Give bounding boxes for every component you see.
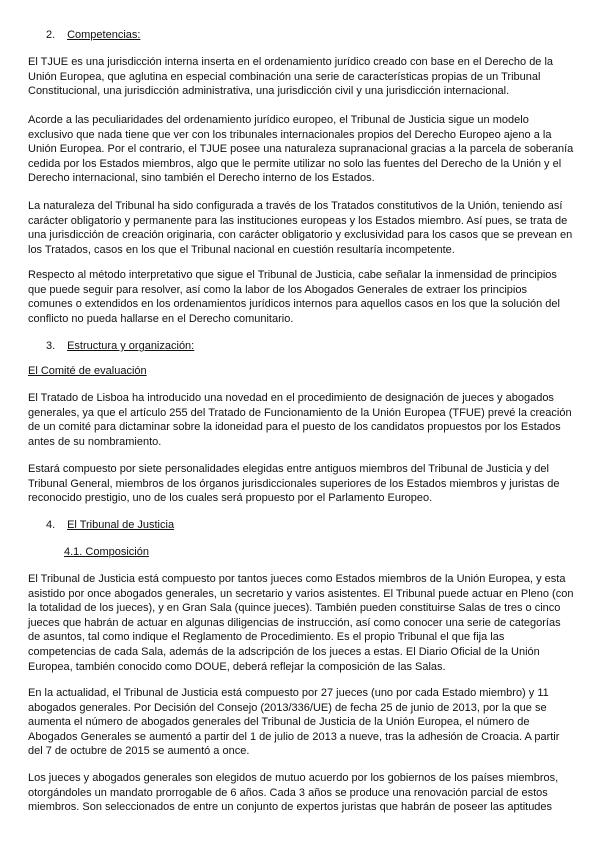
paragraph: Respecto al método interpretativo que sigue el Tribunal de Justicia, cabe señalar la inmensidad de principios que puede seguir para resolver, así como la labor de los Abogados Generales de extraer los principios comunes o extendidos en los ordenamientos jurídicos internos para aquellos casos en los que la solución del conflicto no pueda hallarse en el Derecho comunitario. [28, 269, 560, 325]
section-title: El Tribunal de Justicia [67, 519, 175, 531]
paragraph: El Tratado de Lisboa ha introducido una novedad en el procedimiento de designación de jueces y abogados generales, ya que el artículo 255 del Tratado de Funcionamiento de la Unión Europea (TFUE) prevé la creación de un comité para dictaminar sobre la idoneidad para el puesto de los candidatos propuestos por los Estados antes de su nombramiento. [28, 392, 572, 448]
paragraph: El Tribunal de Justicia está compuesto por tantos jueces como Estados miembros de la Unión Europea, y esta asistido por once abogados generales, un secretario y varios asistentes. El Tribunal puede actuar en Pleno (con la totalidad de los jueces), y en Gran Sala (quince jueces). También pueden constituirse Salas de tres o cinco jueces que habrán de actuar en algunas diligencias de instrucción, así como conocer una serie de categorías de asuntos, tal como indique el Reglamento de Procedimiento. Es el propio Tribunal el que fija las competencias de cada Sala, además de la adscripción de los jueces a estas. El Diario Oficial de la Unión Europea, también conocido como DOUE, deberá reflejar la composición de las Salas. [28, 573, 574, 673]
section-number: 4. [46, 519, 56, 531]
section-number: 2. [46, 29, 56, 41]
paragraph: Acorde a las peculiaridades del ordenamiento jurídico europeo, el Tribunal de Justicia sigue un modelo exclusivo que nada tiene que ver con los tribunales internacionales propios del Derecho Europeo ajeno a la Unión Europea. Por el contrario, el TJUE posee una naturaleza supranacional gracias a la parcela de soberanía cedida por los Estados miembros, algo que le permite utilizar no solo las fuentes del Derecho de la Unión y el Derecho internacional, sino también el Derecho interno de los Estados. [28, 114, 574, 185]
subsection-heading: El Comité de evaluación [28, 365, 147, 377]
subsection-heading: 4.1. Composición [64, 546, 149, 558]
paragraph: La naturaleza del Tribunal ha sido configurada a través de los Tratados constitutivos de la Unión, teniendo así carácter obligatorio y permanente para las instituciones europeas y los Estados miembro. Así pues, se trata de una jurisdicción de creación originaria, con carácter obligatorio y exclusividad para los casos que se prevean en los Tratados, casos en los que el Tribunal nacional en cuestión resultaría incompetente. [28, 200, 573, 256]
paragraph: Los jueces y abogados generales son elegidos de mutuo acuerdo por los gobiernos de los países miembros, otorgándoles un mandato prorrogable de 6 años. Cada 3 años se produce una renovación parcial de estos miembros. Son seleccionados de entre un conjunto de expertos juristas que habrán de poseer las aptitudes [28, 772, 559, 814]
section-heading-3 [46, 339, 194, 354]
paragraph: En la actualidad, el Tribunal de Justicia está compuesto por 27 jueces (uno por cada Estado miembro) y 11 abogados generales. Por Decisión del Consejo (2013/336/UE) de fecha 25 de junio de 2013, por la que se aumenta el número de abogados generales del Tribunal de Justicia de la Unión Europea, el número de Abogados Generales se aumentó a partir del 1 de julio de 2013 a nueve, tras la adhesión de Croacia. A partir del 7 de octubre de 2015 se aumentó a once. [28, 687, 560, 758]
section-heading-2 [46, 28, 140, 43]
section-title: Competencias: [67, 29, 141, 41]
paragraph: El TJUE es una jurisdicción interna inserta en el ordenamiento jurídico creado con base en el Derecho de la Unión Europea, que aglutina en especial combinación una serie de características propias de un Tribunal Constitucional, una jurisdicción administrativa, una jurisdicción civil y una jurisdicción internacional. [28, 56, 554, 98]
section-heading-4 [46, 518, 174, 533]
paragraph: Estará compuesto por siete personalidades elegidas entre antiguos miembros del Tribunal de Justicia y del Tribunal General, miembros de los órganos jurisdiccionales superiores de los Estados miembros y juristas de reconocido prestigio, uno de los cuales será propuesto por el Parlamento Europeo. [28, 463, 560, 505]
section-number: 3. [46, 340, 56, 352]
section-title: Estructura y organización: [67, 340, 195, 352]
